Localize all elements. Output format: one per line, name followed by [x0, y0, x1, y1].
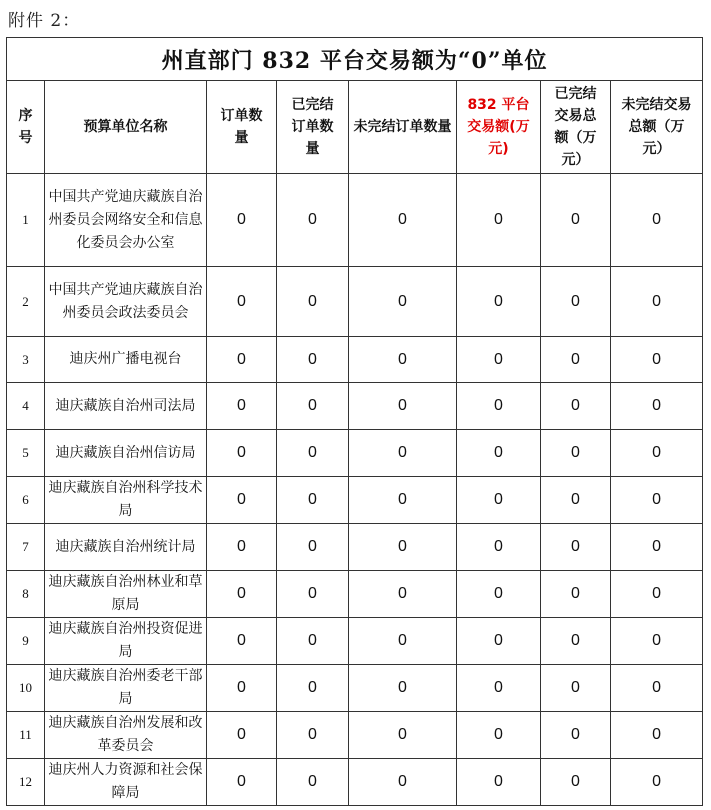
- completed-amount: 0: [541, 337, 611, 383]
- order-count: 0: [207, 571, 277, 618]
- order-count: 0: [207, 477, 277, 524]
- completed-amount: 0: [541, 174, 611, 267]
- incomplete-orders: 0: [349, 665, 457, 712]
- table-row: [7, 267, 703, 337]
- unit-name: 迪庆州广播电视台: [45, 337, 207, 383]
- incomplete-orders: 0: [349, 524, 457, 571]
- row-index: 9: [7, 618, 45, 665]
- header-completed-amount: 已完结交易总额（万元）: [541, 81, 611, 174]
- unit-name: 迪庆藏族自治州委老干部局: [45, 665, 207, 712]
- completed-amount: 0: [541, 267, 611, 337]
- row-index: 12: [7, 759, 45, 806]
- incomplete-amount: 0: [611, 524, 703, 571]
- completed-orders: 0: [277, 430, 349, 477]
- completed-orders: 0: [277, 267, 349, 337]
- incomplete-amount: 0: [611, 430, 703, 477]
- order-count: 0: [207, 267, 277, 337]
- incomplete-amount: 0: [611, 267, 703, 337]
- order-count: 0: [207, 665, 277, 712]
- row-index: 11: [7, 712, 45, 759]
- completed-amount: 0: [541, 477, 611, 524]
- unit-name: 迪庆藏族自治州投资促进局: [45, 618, 207, 665]
- platform-amount: 0: [457, 618, 541, 665]
- completed-orders: 0: [277, 524, 349, 571]
- table-row: [7, 477, 703, 524]
- completed-amount: 0: [541, 759, 611, 806]
- header-index: 序号: [7, 81, 45, 174]
- completed-orders: 0: [277, 712, 349, 759]
- table-title: 州直部门 832 平台交易额为“0”单位: [7, 38, 703, 81]
- platform-amount: 0: [457, 759, 541, 806]
- table-row: [7, 337, 703, 383]
- table-row: [7, 383, 703, 430]
- header-incomplete-amount: 未完结交易总额（万元）: [611, 81, 703, 174]
- incomplete-amount: 0: [611, 618, 703, 665]
- order-count: 0: [207, 524, 277, 571]
- order-count: 0: [207, 712, 277, 759]
- incomplete-amount: 0: [611, 174, 703, 267]
- incomplete-orders: 0: [349, 477, 457, 524]
- completed-amount: 0: [541, 712, 611, 759]
- unit-name: 迪庆藏族自治州统计局: [45, 524, 207, 571]
- incomplete-orders: 0: [349, 174, 457, 267]
- unit-name: 迪庆藏族自治州发展和改革委员会: [45, 712, 207, 759]
- unit-name: 迪庆藏族自治州信访局: [45, 430, 207, 477]
- incomplete-amount: 0: [611, 337, 703, 383]
- table-row: [7, 571, 703, 618]
- incomplete-orders: 0: [349, 383, 457, 430]
- row-index: 8: [7, 571, 45, 618]
- completed-orders: 0: [277, 571, 349, 618]
- platform-amount: 0: [457, 337, 541, 383]
- table-row: [7, 618, 703, 665]
- platform-amount: 0: [457, 665, 541, 712]
- table-row: [7, 759, 703, 806]
- incomplete-amount: 0: [611, 383, 703, 430]
- row-index: 6: [7, 477, 45, 524]
- incomplete-orders: 0: [349, 267, 457, 337]
- row-index: 10: [7, 665, 45, 712]
- unit-name: 中国共产党迪庆藏族自治州委员会政法委员会: [45, 267, 207, 337]
- order-count: 0: [207, 430, 277, 477]
- incomplete-orders: 0: [349, 712, 457, 759]
- completed-amount: 0: [541, 524, 611, 571]
- row-index: 4: [7, 383, 45, 430]
- order-count: 0: [207, 337, 277, 383]
- unit-name: 迪庆藏族自治州科学技术局: [45, 477, 207, 524]
- order-count: 0: [207, 618, 277, 665]
- zero-transaction-table: [6, 37, 703, 806]
- incomplete-orders: 0: [349, 337, 457, 383]
- incomplete-orders: 0: [349, 759, 457, 806]
- row-index: 7: [7, 524, 45, 571]
- completed-orders: 0: [277, 337, 349, 383]
- table-row: [7, 665, 703, 712]
- completed-orders: 0: [277, 665, 349, 712]
- header-unit-name: 预算单位名称: [45, 81, 207, 174]
- incomplete-orders: 0: [349, 430, 457, 477]
- incomplete-amount: 0: [611, 712, 703, 759]
- header-order-count: 订单数量: [207, 81, 277, 174]
- incomplete-amount: 0: [611, 759, 703, 806]
- row-index: 2: [7, 267, 45, 337]
- row-index: 1: [7, 174, 45, 267]
- platform-amount: 0: [457, 267, 541, 337]
- completed-amount: 0: [541, 618, 611, 665]
- incomplete-orders: 0: [349, 571, 457, 618]
- order-count: 0: [207, 174, 277, 267]
- header-incomplete-orders: 未完结订单数量: [349, 81, 457, 174]
- table-row: [7, 524, 703, 571]
- completed-amount: 0: [541, 665, 611, 712]
- row-index: 3: [7, 337, 45, 383]
- completed-orders: 0: [277, 383, 349, 430]
- platform-amount: 0: [457, 174, 541, 267]
- platform-amount: 0: [457, 430, 541, 477]
- row-index: 5: [7, 430, 45, 477]
- table-row: [7, 174, 703, 267]
- table-row: [7, 430, 703, 477]
- order-count: 0: [207, 759, 277, 806]
- order-count: 0: [207, 383, 277, 430]
- completed-orders: 0: [277, 174, 349, 267]
- unit-name: 迪庆州人力资源和社会保障局: [45, 759, 207, 806]
- attachment-label: 附件 2：: [8, 11, 81, 31]
- platform-amount: 0: [457, 477, 541, 524]
- completed-amount: 0: [541, 430, 611, 477]
- completed-amount: 0: [541, 571, 611, 618]
- completed-orders: 0: [277, 477, 349, 524]
- completed-amount: 0: [541, 383, 611, 430]
- incomplete-amount: 0: [611, 571, 703, 618]
- platform-amount: 0: [457, 571, 541, 618]
- incomplete-orders: 0: [349, 618, 457, 665]
- platform-amount: 0: [457, 712, 541, 759]
- platform-amount: 0: [457, 524, 541, 571]
- incomplete-amount: 0: [611, 665, 703, 712]
- unit-name: 迪庆藏族自治州司法局: [45, 383, 207, 430]
- unit-name: 中国共产党迪庆藏族自治州委员会网络安全和信息化委员会办公室: [45, 174, 207, 267]
- unit-name: 迪庆藏族自治州林业和草原局: [45, 571, 207, 618]
- completed-orders: 0: [277, 618, 349, 665]
- table-row: [7, 712, 703, 759]
- incomplete-amount: 0: [611, 477, 703, 524]
- platform-amount: 0: [457, 383, 541, 430]
- header-platform-amount: 832 平台交易额(万元): [457, 81, 541, 174]
- header-completed-orders: 已完结订单数量: [277, 81, 349, 174]
- completed-orders: 0: [277, 759, 349, 806]
